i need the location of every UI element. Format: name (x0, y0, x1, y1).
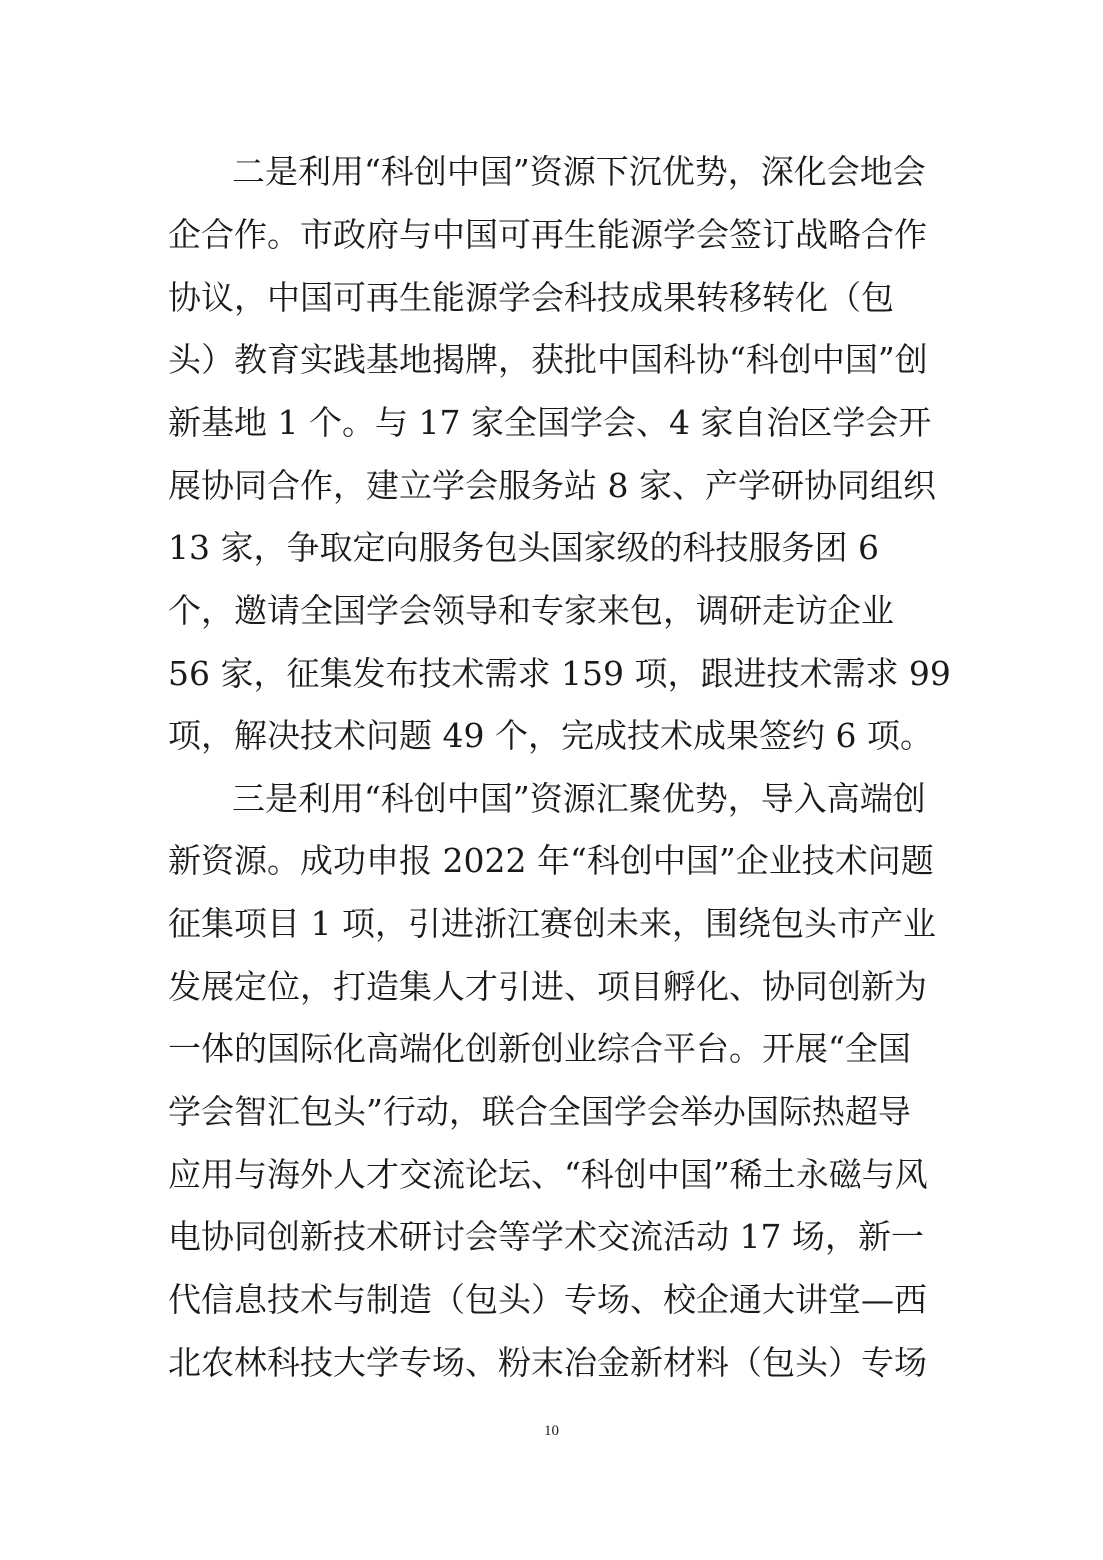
text-line: 一体的国际化高端化创新创业综合平台。开展“全国 (168, 1029, 911, 1068)
text-line: 征集项目 1 项，引进浙江赛创未来，围绕包头市产业 (168, 904, 936, 943)
text-line: 协议，中国可再生能源学会科技成果转移转化（包 (168, 278, 894, 317)
text-line: 应用与海外人才交流论坛、“科创中国”稀土永磁与风 (168, 1155, 928, 1194)
text-line: 项，解决技术问题 49 个，完成技术成果签约 6 项。 (168, 716, 933, 755)
text-line: 北农林科技大学专场、粉末冶金新材料（包头）专场 (168, 1343, 927, 1382)
text-line: 三是利用“科创中国”资源汇聚优势，导入高端创 (232, 779, 926, 818)
text-line: 代信息技术与制造（包头）专场、校企通大讲堂—西 (168, 1280, 927, 1319)
page-number: 10 (544, 1423, 559, 1439)
text-line: 13 家，争取定向服务包头国家级的科技服务团 6 (168, 528, 879, 567)
text-line: 二是利用“科创中国”资源下沉优势，深化会地会 (232, 152, 926, 191)
text-line: 新资源。成功申报 2022 年“科创中国”企业技术问题 (168, 841, 934, 880)
text-line: 新基地 1 个。与 17 家全国学会、4 家自治区学会开 (168, 403, 932, 442)
text-line: 电协同创新技术研讨会等学术交流活动 17 场，新一 (168, 1217, 924, 1256)
text-line: 头）教育实践基地揭牌，获批中国科协“科创中国”创 (168, 340, 928, 379)
text-line: 发展定位，打造集人才引进、项目孵化、协同创新为 (168, 967, 927, 1006)
text-line: 56 家，征集发布技术需求 159 项，跟进技术需求 99 (168, 654, 951, 693)
text-line: 展协同合作，建立学会服务站 8 家、产学研协同组织 (168, 466, 936, 505)
text-line: 个，邀请全国学会领导和专家来包，调研走访企业 (168, 591, 894, 630)
text-line: 学会智汇包头”行动，联合全国学会举办国际热超导 (168, 1092, 911, 1131)
text-line: 企合作。市政府与中国可再生能源学会签订战略合作 (168, 215, 927, 254)
